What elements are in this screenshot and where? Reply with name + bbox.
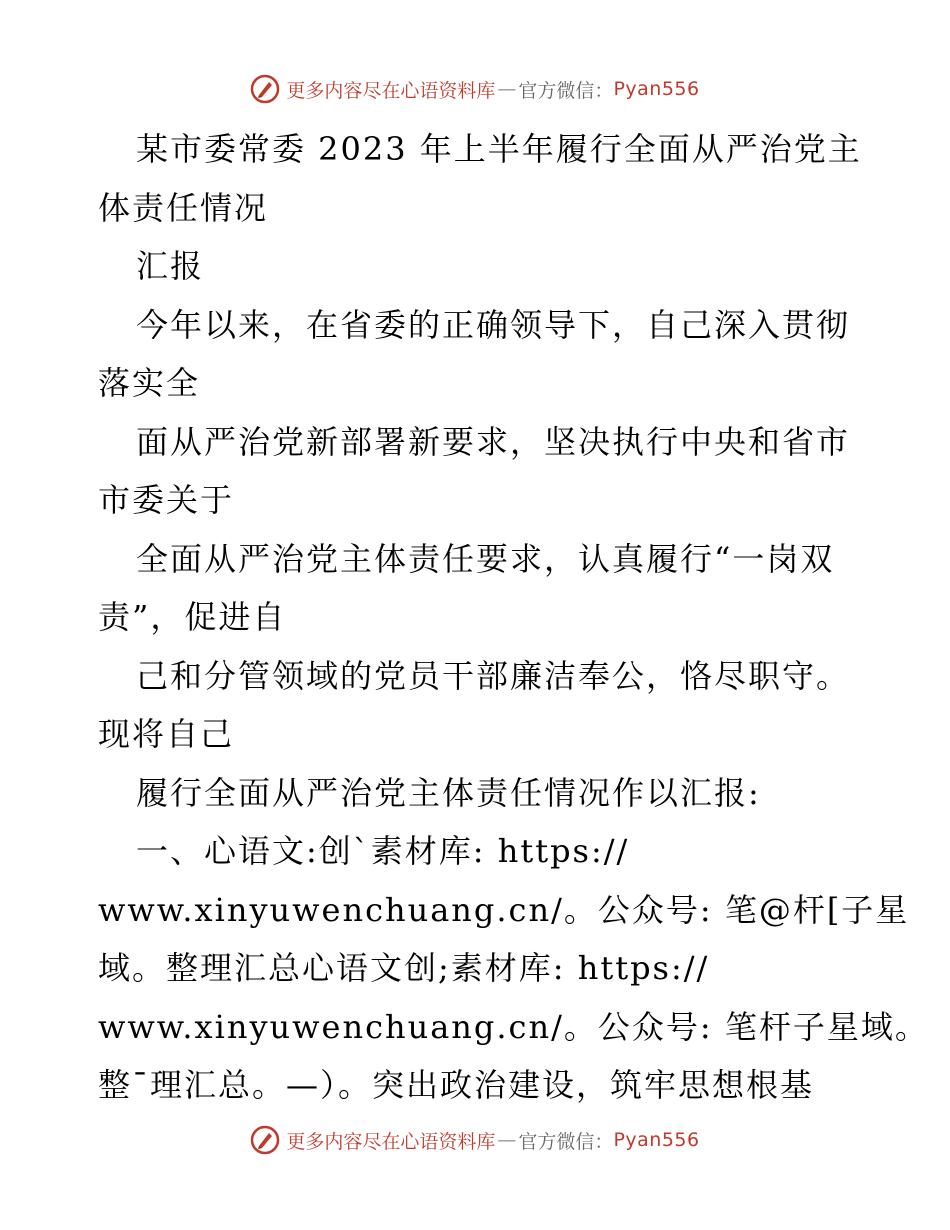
text-line: 责”，促进自 — [98, 598, 287, 636]
pen-logo-icon — [250, 1125, 280, 1155]
document-body — [98, 120, 929, 1115]
pen-logo-icon — [250, 74, 280, 104]
footer-watermark-banner — [0, 1120, 950, 1160]
banner-wechat-id: Pyan556 — [613, 78, 700, 100]
banner-main-text: 更多内容尽在心语资料库 — [286, 79, 496, 102]
text-line: 现将自己 — [98, 715, 235, 753]
text-line: 落实全 — [98, 364, 201, 402]
banner-wechat-id: Pyan556 — [613, 1129, 700, 1151]
text-line: 市委关于 — [98, 481, 235, 519]
text-line: www.xinyuwenchuang.cn/。公众号: 笔@杆[子星 — [98, 890, 910, 929]
banner-main-text: 更多内容尽在心语资料库 — [286, 1130, 496, 1153]
text-line: www.xinyuwenchuang.cn/。公众号: 笔杆子星域。 — [98, 1007, 929, 1046]
text-line: 今年以来，在省委的正确领导下，自己深入贯彻 — [136, 305, 851, 344]
text-line: 域。整理汇总心语文创;素材库: https:// — [98, 949, 710, 987]
text-line: 全面从严治党主体责任要求，认真履行“一岗双 — [136, 539, 835, 578]
text-line: 体责任情况 — [98, 188, 269, 227]
text-line: 一、心语文:创`素材库: https:// — [136, 832, 630, 870]
banner-separator: — — [497, 1129, 517, 1151]
banner-separator: — — [497, 78, 517, 100]
text-line: 面从严治党新部署新要求，坚决执行中央和省市 — [136, 422, 851, 461]
text-line: 汇报 — [136, 247, 205, 285]
text-line: 某市委常委 2023 年上半年履行全面从严治党主 — [136, 130, 862, 168]
banner-wechat-label: 官方微信： — [518, 1130, 614, 1153]
banner-wechat-label: 官方微信： — [518, 79, 614, 102]
text-line: 己和分管领域的党员干部廉洁奉公，恪尽职守。 — [136, 656, 851, 695]
header-watermark-banner — [0, 69, 950, 109]
text-line: 履行全面从严治党主体责任情况作以汇报: — [136, 773, 761, 812]
text-line: 整¯理汇总。—）。突出政治建设，筑牢思想根基 — [98, 1066, 815, 1104]
